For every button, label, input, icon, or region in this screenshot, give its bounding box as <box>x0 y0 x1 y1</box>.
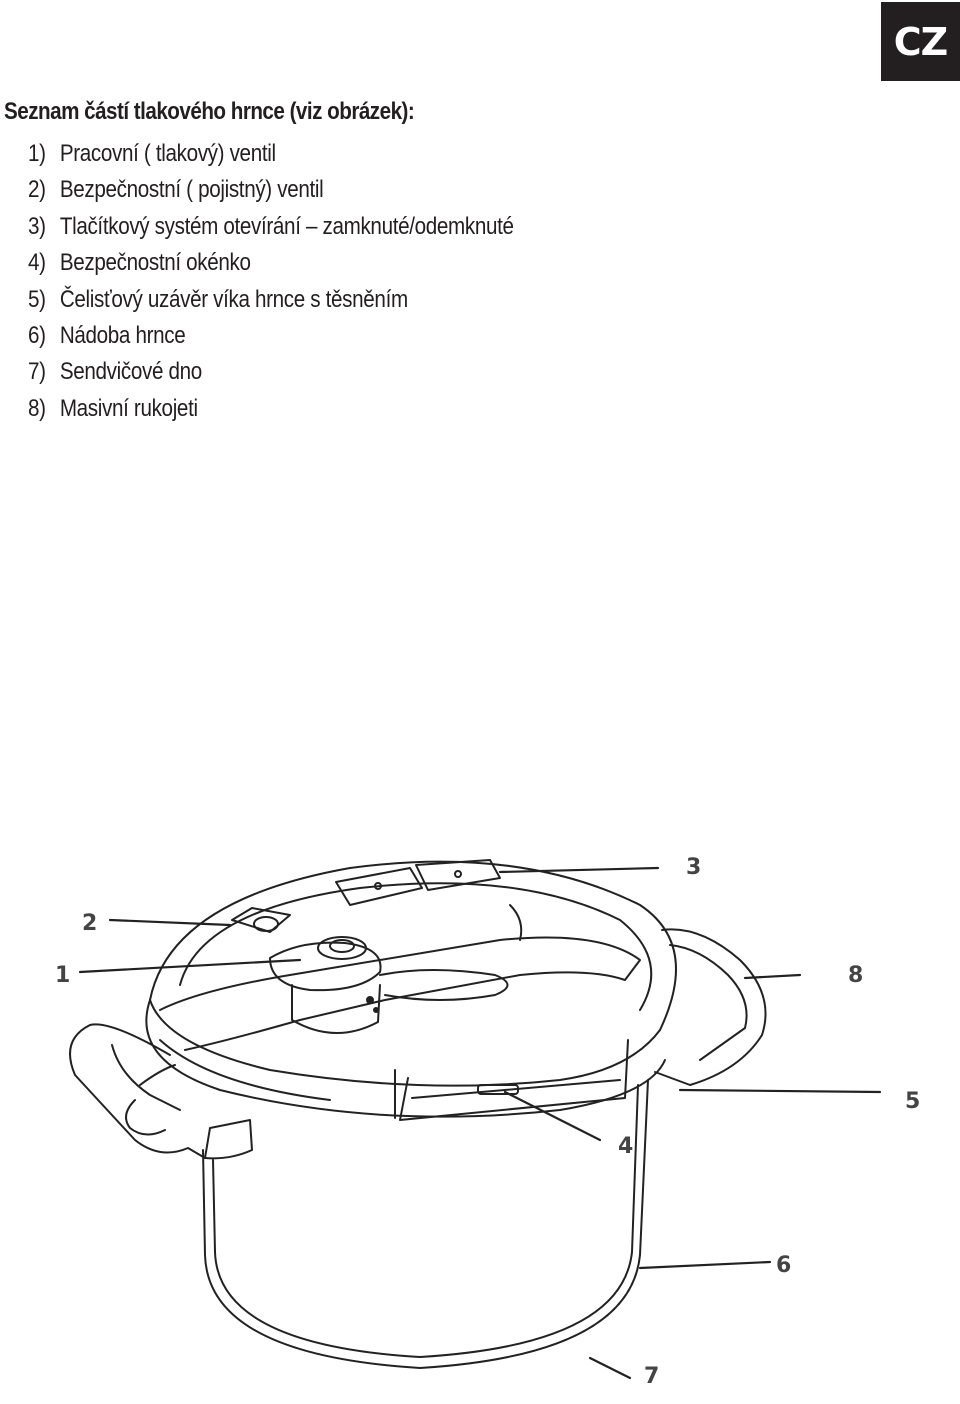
list-item <box>28 391 514 427</box>
item-number: 7) <box>28 358 46 386</box>
lid-handle-arm <box>160 905 640 1050</box>
item-text: Čelisťový uzávěr víka hrnce s těsněním <box>59 285 408 313</box>
pot-body <box>203 1080 648 1368</box>
item-text: Masivní rukojeti <box>59 394 198 422</box>
list-item <box>28 209 514 245</box>
item-number: 1) <box>28 140 46 167</box>
callout-2: 2 <box>82 911 98 936</box>
lid-rim <box>146 1000 665 1120</box>
item-text: Bezpečnostní ( pojistný) ventil <box>59 176 324 204</box>
callout-3: 3 <box>686 855 702 880</box>
pressure-cooker-diagram <box>0 820 960 1404</box>
item-number: 2) <box>28 176 46 204</box>
right-handle <box>655 929 766 1085</box>
item-number: 5) <box>28 285 46 313</box>
item-number: 4) <box>28 249 46 277</box>
page-title: Seznam částí tlakového hrnce (viz obrázek): <box>4 98 415 125</box>
list-item <box>28 136 514 172</box>
list-item <box>28 354 514 390</box>
item-number: 8) <box>28 394 46 422</box>
parts-list <box>28 136 593 427</box>
list-item <box>28 245 514 281</box>
item-text: Bezpečnostní okénko <box>59 249 251 277</box>
item-text: Pracovní ( tlakový) ventil <box>59 140 276 167</box>
callout-5: 5 <box>905 1089 921 1114</box>
callout-numbers <box>55 855 920 1389</box>
leader-lines <box>80 868 880 1378</box>
callout-1: 1 <box>55 963 71 988</box>
item-text: Nádoba hrnce <box>59 321 186 349</box>
callout-6: 6 <box>776 1253 792 1278</box>
list-item <box>28 282 514 318</box>
pressure-valve <box>270 937 381 1033</box>
list-item <box>28 172 514 208</box>
item-number: 6) <box>28 321 46 349</box>
item-number: 3) <box>28 212 46 240</box>
item-text: Tlačítkový systém otevírání – zamknuté/odemknuté <box>59 212 514 240</box>
item-text: Sendvičové dno <box>59 358 202 386</box>
callout-8: 8 <box>848 963 864 988</box>
list-item <box>28 318 514 354</box>
callout-4: 4 <box>618 1134 634 1159</box>
callout-7: 7 <box>644 1364 660 1389</box>
language-badge: CZ <box>881 2 960 81</box>
